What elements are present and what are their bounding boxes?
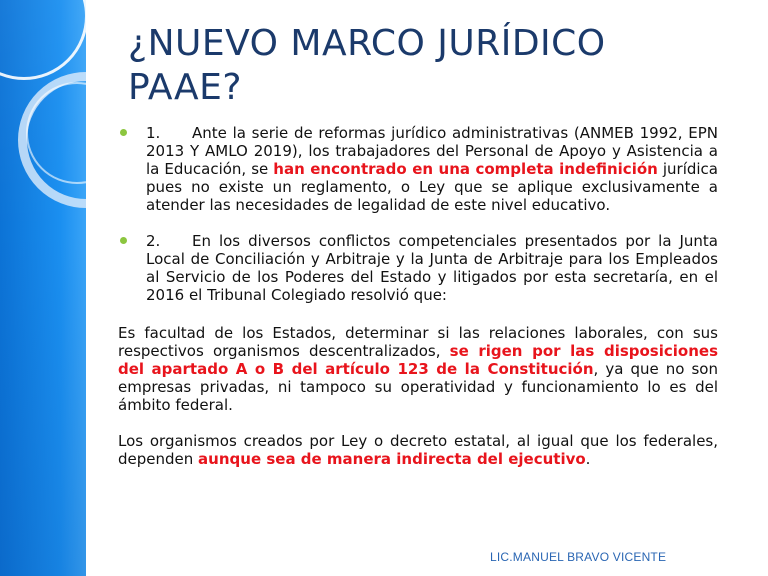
paragraph-highlight: se rigen por las disposiciones del apartado A o B del artículo 123 de la Constitución — [118, 342, 718, 378]
bullet-dot-icon — [120, 129, 127, 136]
side-decoration-band — [0, 0, 86, 576]
bullet-number: 1. — [146, 124, 161, 142]
slide-title-line-1: ¿NUEVO MARCO JURÍDICO — [128, 23, 606, 64]
paragraph-highlight: aunque sea de manera indirecta del ejecutivo — [198, 450, 586, 468]
bullet-text-end: jurídica pues no existe un reglamento, o Ley que se aplique exclusivamente a atender las necesidades de legalidad de este nivel educativo. — [146, 160, 718, 214]
bullet-text: Ante la serie de reformas jurídico administrativas (ANMEB 1992, EPN 2013 Y AMLO 2019), los trabajadores del Personal de Apoyo y Asistencia a la Educación, se — [146, 124, 718, 178]
paragraph-text-end: . — [585, 450, 591, 468]
paragraph-text-end: , ya que no son empresas privadas, ni tampoco su operatividad y funcionamiento lo es del ámbito federal. — [118, 360, 718, 414]
slide-title-line-2: PAAE? — [128, 67, 243, 108]
bullet-text: En los diversos conflictos competenciales presentados por la Junta Local de Conciliación y Arbitraje y la Junta de Arbitraje para los Empleados al Servicio de los Poderes del Estado y litigados por esta secretaría, en el 2016 el Tribunal Colegiado resolvió que: — [146, 232, 718, 304]
paragraph-text: Los organismos creados por Ley o decreto estatal, al igual que los federales, dependen — [118, 432, 718, 468]
bullet-item-1 — [118, 124, 718, 214]
slide-title — [128, 22, 748, 110]
paragraph-ruling — [118, 324, 718, 414]
bullet-item-2 — [118, 232, 718, 304]
bullet-number: 2. — [146, 232, 161, 250]
bullet-dot-icon — [120, 237, 127, 244]
slide-footer-author: LIC.MANUEL BRAVO VICENTE — [490, 550, 667, 564]
paragraph-text: Es facultad de los Estados, determinar si las relaciones laborales, con sus respectivos organismos descentralizados, — [118, 324, 718, 360]
paragraph-organisms — [118, 432, 718, 468]
bullet-highlight: han encontrado en una completa indefinición — [273, 160, 658, 178]
slide-content — [118, 124, 718, 468]
